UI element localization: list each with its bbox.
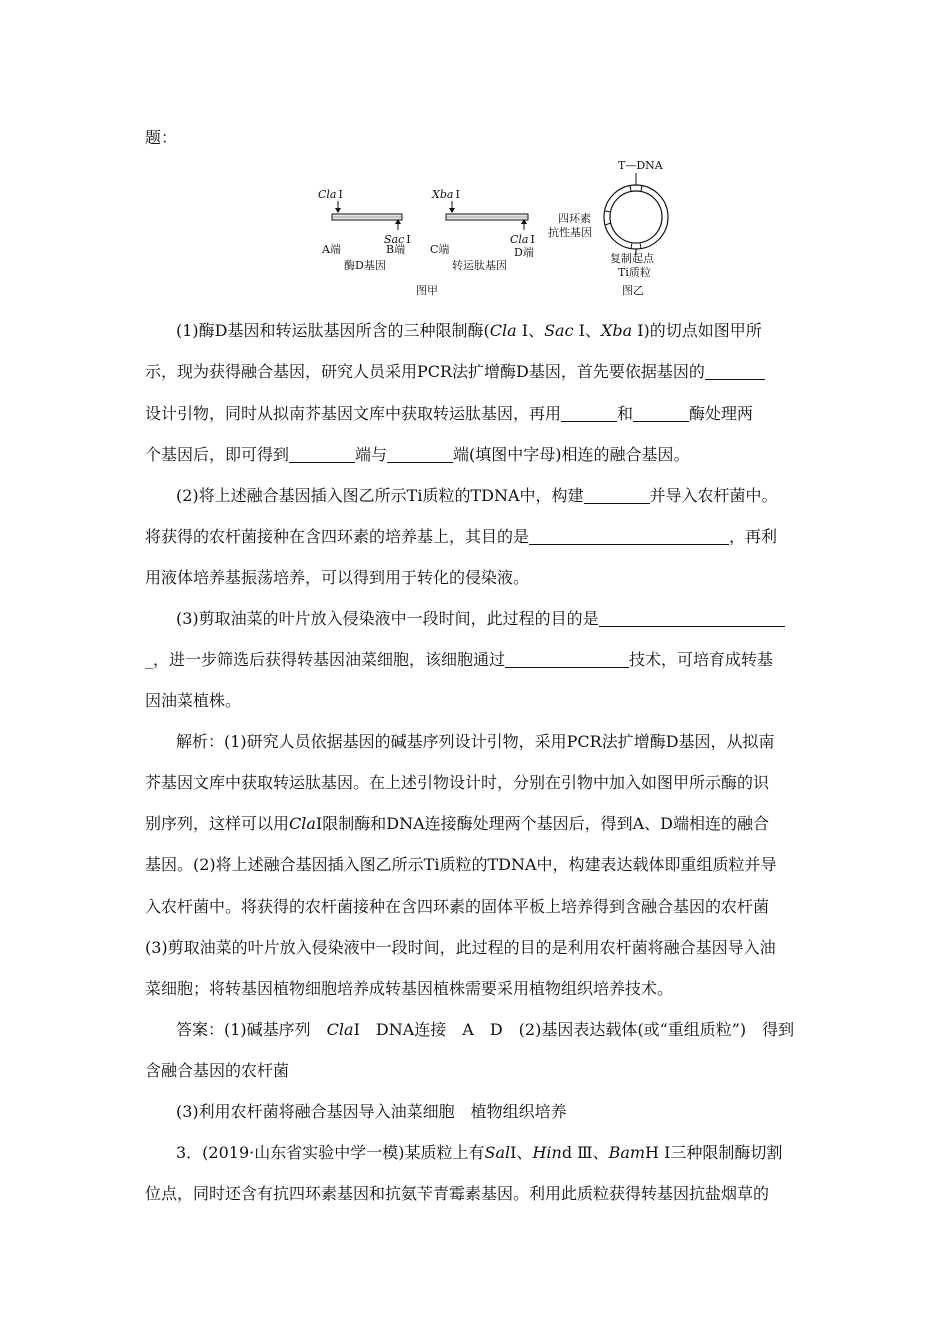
cla-label-1: Cla Ⅰ	[318, 188, 343, 201]
tdna-label: T—DNA	[618, 159, 663, 172]
analysis-line-4: 基因。(2)将上述融合基因插入图乙所示Ti质粒的TDNA中，构建表达载体即重组质粒并导	[145, 855, 777, 874]
q3-line-3: 因油菜植株。	[145, 691, 242, 710]
q1-line-4: 个基因后，即可得到 端与 端(填图中字母)相连的融合基因。	[145, 445, 690, 464]
tet-label-line1: 四环素	[558, 212, 591, 225]
q2-line-2: 将获得的农杆菌接种在含四环素的培养基上，其目的是 ，再利	[145, 527, 778, 546]
analysis-line-5: 入农杆菌中。将获得的农杆菌接种在含四环素的固体平板上培养得到含融合基因的农杆菌	[145, 897, 770, 916]
question-3-line-1: 3．(2019·山东省实验中学一模)某质粒上有SalⅠ、Hind Ⅲ、BamH Ⅰ三种限制酶切割	[176, 1143, 783, 1162]
tet-mark-bottom	[605, 223, 611, 225]
q3-line-1: (3)剪取油菜的叶片放入侵染液中一段时间，此过程的目的是	[176, 608, 810, 630]
b-end-label: B端	[386, 243, 406, 256]
ori-label: 复制起点	[610, 252, 654, 265]
xba-arrowhead	[449, 208, 455, 213]
answer-blank[interactable]	[599, 610, 785, 627]
tdna-mark-right	[641, 186, 642, 192]
analysis-line-3: 别序列，这样可以用ClaⅠ限制酶和DNA连接酶处理两个基因后，得到A、D端相连的融合	[145, 814, 770, 833]
ti-label: Ti质粒	[618, 266, 651, 279]
cla-label-2: Cla Ⅰ	[510, 233, 535, 246]
enzyme-d-gene-diagram	[318, 188, 411, 272]
answer-line-3: (3)利用农杆菌将融合基因导入油菜细胞 植物组织培养	[176, 1102, 567, 1121]
analysis-line-7: 菜细胞；将转基因植物细胞培养成转基因植株需要采用植物组织培养技术。	[145, 979, 674, 998]
ti-plasmid-diagram	[548, 159, 668, 297]
analysis-line-1: 解析：(1)研究人员依据基因的碱基序列设计引物，采用PCR法扩增酶D基因，从拟南	[176, 732, 775, 751]
answer-blank[interactable]	[505, 651, 629, 668]
plasmid-inner-ring	[610, 191, 662, 243]
diagram-svg	[300, 155, 700, 300]
d-end-label: D端	[514, 246, 534, 259]
q3-line-2: _，进一步筛选后获得转基因油菜细胞，该细胞通过 技术，可培育成转基	[145, 650, 774, 669]
q2-line-3: 用液体培养基振荡培养，可以得到用于转化的侵染液。	[145, 568, 530, 587]
answer-blank[interactable]	[387, 446, 453, 463]
answer-blank[interactable]	[633, 405, 689, 422]
q1-line-1: (1)酶D基因和转运肽基因所含的三种限制酶(Cla Ⅰ、Sac Ⅰ、Xba Ⅰ)的切点如图甲所	[176, 321, 762, 340]
sac-label: Sac Ⅰ	[384, 233, 411, 246]
analysis-line-6: (3)剪取油菜的叶片放入侵染液中一段时间，此过程的目的是利用农杆菌将融合基因导入油	[145, 938, 776, 957]
intro-text: 题：	[145, 128, 178, 147]
answer-blank[interactable]	[561, 405, 617, 422]
transit-peptide-gene-diagram	[430, 188, 535, 272]
figure-yi-caption: 图乙	[622, 284, 644, 297]
q1-line-3: 设计引物，同时从拟南芥基因文库中获取转运肽基因，再用 和 酶处理两	[145, 404, 754, 423]
ori-mark-left	[631, 243, 632, 249]
q2-line-1: (2)将上述融合基因插入图乙所示Ti质粒的TDNA中，构建 并导入农杆菌中。	[176, 486, 778, 505]
xba-label: Xba Ⅰ	[432, 188, 460, 201]
ori-mark-right	[640, 243, 641, 249]
plasmid-outer-ring	[604, 185, 668, 249]
q1-line-2: 示，现为获得融合基因，研究人员采用PCR法扩增酶D基因，首先要依据基因的	[145, 361, 810, 383]
answer-blank[interactable]	[584, 487, 650, 504]
question-3-line-2: 位点，同时还含有抗四环素基因和抗氨苄青霉素基因。利用此质粒获得转基因抗盐烟草的	[145, 1184, 770, 1203]
tdna-mark-left	[630, 186, 631, 192]
c-end-label: C端	[430, 243, 450, 256]
answer-line-2: 含融合基因的农杆菌	[145, 1061, 290, 1080]
analysis-line-2: 芥基因文库中获取转运肽基因。在上述引物设计时，分别在引物中加入如图甲所示酶的识	[145, 773, 770, 792]
answer-blank[interactable]	[529, 528, 729, 545]
answer-blank[interactable]	[705, 363, 765, 380]
gene-d-label: 酶D基因	[344, 259, 386, 272]
figure-jia-caption: 图甲	[416, 284, 438, 297]
cla-arrowhead-1	[335, 208, 341, 213]
gene-t-label: 转运肽基因	[452, 259, 507, 272]
a-end-label: A端	[322, 243, 341, 256]
answer-blank[interactable]	[289, 446, 355, 463]
tet-label-line2: 抗性基因	[548, 226, 592, 239]
figure-plasmid-diagram	[300, 155, 700, 300]
answer-line-1: 答案：(1)碱基序列 ClaⅠ DNA连接 A D (2)基因表达载体(或“重组质粒”) 得到	[176, 1020, 795, 1039]
